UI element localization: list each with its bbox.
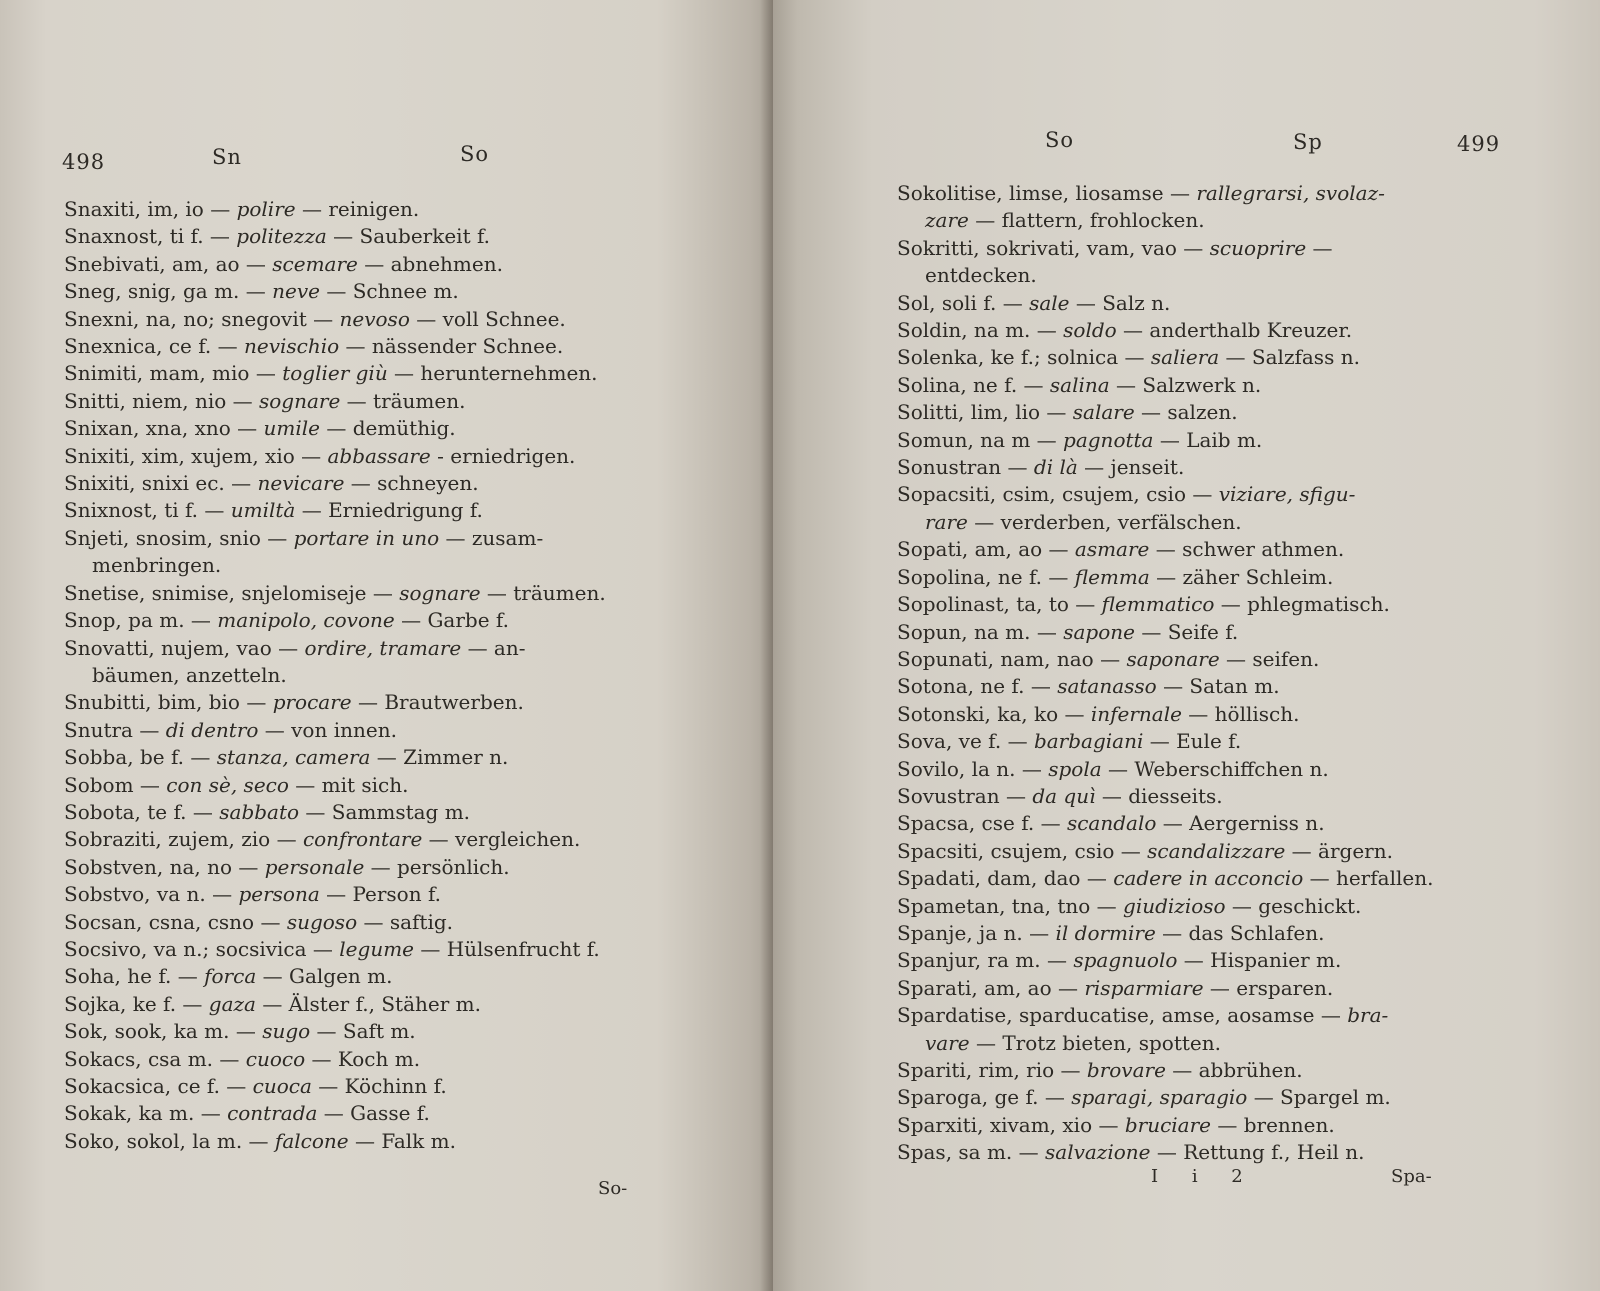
dictionary-entry: [64, 415, 754, 442]
entry-german: — mit sich.: [288, 772, 409, 797]
entry-headword: Sopun, na m. —: [897, 619, 1064, 644]
entry-german: — träumen.: [340, 388, 466, 413]
entry-continuation: [897, 207, 1587, 234]
entry-headword: Soko, sokol, la m. —: [64, 1128, 275, 1153]
entry-headword: Snetise, snimise, snjelomiseje —: [64, 580, 400, 605]
entry-german-continued: — flattern, frohlocken.: [968, 208, 1205, 233]
entry-continuation: [897, 1030, 1587, 1057]
dictionary-entry: [64, 360, 754, 387]
entry-italian: sale: [1029, 290, 1070, 315]
entry-italian-continued: zare: [925, 208, 969, 233]
entry-headword: Sobota, te f. —: [64, 799, 220, 824]
entry-headword: Spariti, rim, rio —: [897, 1058, 1087, 1082]
entry-german: — Saft m.: [310, 1019, 416, 1044]
entry-italian: procare: [272, 690, 352, 715]
entry-headword: Sopacsiti, csim, csujem, csio —: [897, 482, 1219, 507]
entry-italian: contrada: [227, 1101, 318, 1126]
entry-italian: salvazione: [1045, 1140, 1151, 1165]
dictionary-entry: [897, 728, 1587, 755]
entry-italian: toglier giù: [282, 361, 388, 386]
entry-german: — phlegmatisch.: [1214, 592, 1390, 617]
entry-german: — Seife f.: [1134, 619, 1239, 644]
entry-german-continued: bäumen, anzetteln.: [92, 662, 287, 687]
dictionary-entry: [64, 963, 754, 990]
dictionary-entry: [897, 893, 1587, 920]
entry-italian: politezza: [236, 224, 327, 249]
entry-italian: flemma: [1074, 564, 1150, 589]
entry-headword: Snutra —: [64, 717, 166, 742]
entry-headword: Socsivo, va n.; socsivica —: [64, 936, 340, 961]
dictionary-entry: [897, 975, 1587, 1002]
entry-german: — schneyen.: [344, 471, 479, 496]
entry-headword: Sokritti, sokrivati, vam, vao —: [897, 235, 1210, 260]
entry-italian: flemmatico: [1101, 592, 1215, 617]
dictionary-entry: [64, 1046, 754, 1073]
entry-german: — Weberschiffchen n.: [1101, 756, 1329, 781]
page-number: 498: [62, 150, 106, 174]
entry-italian: neve: [272, 279, 320, 304]
dictionary-entry: [64, 689, 754, 716]
entry-italian: stanza, camera: [216, 745, 371, 770]
entry-italian: sugo: [262, 1019, 311, 1044]
dictionary-entry: [897, 947, 1587, 974]
entry-list: [64, 196, 754, 1155]
entry-italian: umiltà: [230, 498, 296, 523]
dictionary-entry: [897, 344, 1587, 371]
dictionary-entry: [897, 454, 1587, 481]
entry-italian: con sè, seco: [166, 772, 289, 797]
entry-headword: Snexnica, ce f. —: [64, 334, 244, 359]
dictionary-entry: [897, 427, 1587, 454]
entry-italian: pagnotta: [1063, 427, 1154, 452]
entry-italian: di là: [1033, 455, 1078, 480]
entry-headword: Solitti, lim, lio —: [897, 400, 1073, 425]
dictionary-entry: [897, 372, 1587, 399]
entry-italian: ordire, tramare: [304, 635, 462, 660]
entry-italian: sapone: [1063, 619, 1135, 644]
entry-headword: Snitti, niem, nio —: [64, 388, 259, 413]
entry-italian: portare in uno: [293, 525, 440, 550]
entry-headword: Sopolina, ne f. —: [897, 564, 1075, 589]
entry-headword: Snop, pa m. —: [64, 608, 218, 633]
entry-italian: polire: [236, 197, 296, 221]
dictionary-entry: [897, 399, 1587, 426]
entry-headword: Sotona, ne f. —: [897, 674, 1058, 699]
entry-italian: il dormire: [1055, 920, 1156, 945]
entry-continuation: [64, 662, 754, 689]
entry-german: — ärgern.: [1285, 838, 1393, 863]
entry-german: — an-: [461, 635, 526, 660]
right-page: [773, 0, 1600, 1291]
entry-headword: Sok, sook, ka m. —: [64, 1019, 263, 1044]
entry-italian: spagnuolo: [1073, 948, 1178, 973]
entry-headword: Sokacsica, ce f. —: [64, 1074, 253, 1098]
entry-italian: saliera: [1150, 345, 1220, 370]
entry-headword: Sobstvo, va n. —: [64, 882, 239, 907]
entry-german-continued: — Trotz bieten, spotten.: [969, 1030, 1221, 1055]
dictionary-entry: [64, 854, 754, 881]
dictionary-entry: [64, 388, 754, 415]
header-center: Sp: [1293, 130, 1323, 154]
entry-german: — jenseit.: [1077, 455, 1185, 480]
dictionary-entry: [897, 701, 1587, 728]
dictionary-entry: [897, 783, 1587, 810]
entry-german: — anderthalb Kreuzer.: [1116, 318, 1353, 343]
entry-german-continued: entdecken.: [925, 263, 1037, 288]
entry-headword: Snjeti, snosim, snio —: [64, 525, 294, 550]
entry-german: — ersparen.: [1203, 975, 1334, 1000]
dictionary-entry: [64, 223, 754, 250]
entry-german: — brennen.: [1211, 1112, 1335, 1137]
entry-german: — Galgen m.: [256, 964, 393, 989]
entry-headword: Snimiti, mam, mio —: [64, 361, 283, 386]
catchword: So-: [598, 1178, 628, 1199]
entry-headword: Spacsiti, csujem, csio —: [897, 838, 1148, 863]
left-page: [0, 0, 773, 1291]
entry-italian: scemare: [272, 251, 358, 276]
entry-headword: Snixnost, ti f. —: [64, 498, 231, 523]
entry-italian: salina: [1049, 372, 1110, 397]
entry-italian: cadere in acconcio: [1113, 866, 1304, 891]
entry-german: — diesseits.: [1095, 783, 1223, 808]
entry-headword: Sobstven, na, no —: [64, 854, 265, 879]
entry-headword: Spacsa, cse f. —: [897, 811, 1067, 836]
entry-german-continued: menbringen.: [92, 553, 222, 578]
dictionary-entry: [64, 881, 754, 908]
dictionary-entry: [64, 991, 754, 1018]
entry-german: — Eule f.: [1143, 729, 1242, 754]
entry-headword: Snebivati, am, ao —: [64, 251, 273, 276]
entry-headword: Snaxiti, im, io —: [64, 197, 237, 221]
dictionary-entry: [64, 1018, 754, 1045]
entry-german: — das Schlafen.: [1155, 920, 1325, 945]
entry-german: — salzen.: [1134, 400, 1238, 425]
entry-german: — abbrühen.: [1165, 1058, 1303, 1082]
dictionary-entry: [897, 646, 1587, 673]
entry-german: — träumen.: [480, 580, 606, 605]
entry-german: — voll Schnee.: [409, 306, 566, 331]
entry-headword: Soha, he f. —: [64, 964, 205, 989]
entry-headword: Snubitti, bim, bio —: [64, 690, 273, 715]
entry-headword: Sparati, am, ao —: [897, 975, 1085, 1000]
dictionary-entry: [64, 497, 754, 524]
entry-headword: Sotonski, ka, ko —: [897, 701, 1091, 726]
dictionary-entry: [64, 1128, 754, 1155]
dictionary-entry: [897, 235, 1587, 290]
entry-german: — Hispanier m.: [1177, 948, 1342, 973]
dictionary-entry: [897, 317, 1587, 344]
entry-german: — Sauberkeit f.: [326, 224, 491, 249]
dictionary-entry: [897, 290, 1587, 317]
entry-headword: Snixiti, snixi ec. —: [64, 471, 258, 496]
dictionary-entry: [897, 865, 1587, 892]
entry-italian: abbassare: [327, 443, 431, 468]
dictionary-entry: [897, 481, 1587, 536]
entry-german: — zäher Schleim.: [1149, 564, 1334, 589]
entry-headword: Snixan, xna, xno —: [64, 416, 264, 441]
entry-italian: sabbato: [219, 799, 300, 824]
entry-italian: persona: [238, 882, 320, 907]
entry-german: — Spargel m.: [1247, 1085, 1391, 1110]
entry-german: — vergleichen.: [422, 827, 581, 852]
dictionary-entry: [897, 619, 1587, 646]
entry-italian: giudizioso: [1123, 893, 1226, 918]
entry-italian: sognare: [399, 580, 481, 605]
entry-german: — Garbe f.: [394, 608, 509, 633]
dictionary-entry: [64, 470, 754, 497]
dictionary-entry: [897, 673, 1587, 700]
entry-continuation: [64, 552, 754, 579]
entry-italian: spola: [1048, 756, 1102, 781]
entry-italian: personale: [264, 854, 365, 879]
entry-italian: bra-: [1347, 1003, 1389, 1028]
entry-headword: Sobom —: [64, 772, 167, 797]
entry-headword: Sopunati, nam, nao —: [897, 646, 1127, 671]
entry-headword: Spametan, tna, tno —: [897, 893, 1124, 918]
entry-italian: sognare: [259, 388, 341, 413]
entry-german: — Salzwerk n.: [1109, 372, 1262, 397]
entry-italian: cuoco: [245, 1046, 306, 1071]
dictionary-entry: [64, 306, 754, 333]
dictionary-entry: [64, 799, 754, 826]
entry-italian: asmare: [1074, 537, 1150, 562]
entry-italian: scuoprire: [1209, 235, 1307, 260]
entry-italian: sugoso: [286, 909, 358, 934]
entry-german: — abnehmen.: [357, 251, 503, 276]
entry-headword: Spanje, ja n. —: [897, 920, 1056, 945]
entry-headword: Somun, na m —: [897, 427, 1064, 452]
entry-headword: Soldin, na m. —: [897, 318, 1064, 343]
dictionary-entry: [897, 536, 1587, 563]
dictionary-entry: [897, 1112, 1587, 1139]
dictionary-entry: [64, 333, 754, 360]
dictionary-entry: [897, 1139, 1587, 1166]
entry-list: [897, 180, 1587, 1167]
dictionary-entry: [897, 810, 1587, 837]
entry-german: — höllisch.: [1181, 701, 1300, 726]
entry-headword: Snovatti, nujem, vao —: [64, 635, 305, 660]
entry-italian-continued: vare: [925, 1030, 970, 1055]
entry-german: — Falk m.: [348, 1128, 456, 1153]
entry-german: — Person f.: [319, 882, 442, 907]
entry-headword: Sneg, snig, ga m. —: [64, 279, 273, 304]
entry-italian: rallegrarsi, svolaz-: [1196, 181, 1385, 205]
entry-german: — persönlich.: [364, 854, 510, 879]
entry-italian: nevoso: [339, 306, 410, 331]
dictionary-entry: [64, 772, 754, 799]
entry-italian: soldo: [1063, 318, 1117, 343]
entry-german: —: [1306, 235, 1333, 260]
entry-italian: gaza: [208, 991, 256, 1016]
entry-german: — Schnee m.: [319, 279, 459, 304]
entry-german: — herfallen.: [1303, 866, 1434, 891]
dictionary-entry: [64, 744, 754, 771]
entry-german: — Brautwerben.: [351, 690, 524, 715]
entry-italian: satanasso: [1057, 674, 1157, 699]
entry-headword: Spardatise, sparducatise, amse, aosamse —: [897, 1003, 1348, 1028]
entry-german: — Rettung f., Heil n.: [1150, 1140, 1365, 1165]
entry-headword: Sparxiti, xivam, xio —: [897, 1112, 1125, 1137]
entry-headword: Socsan, csna, csno —: [64, 909, 287, 934]
entry-continuation: [897, 509, 1587, 536]
dictionary-entry: [897, 564, 1587, 591]
entry-german: — Zimmer n.: [370, 745, 509, 770]
entry-german: — reinigen.: [295, 197, 420, 221]
entry-headword: Sokacs, csa m. —: [64, 1046, 246, 1071]
entry-italian: da quì: [1032, 783, 1096, 808]
dictionary-entry: [64, 580, 754, 607]
entry-german: — demüthig.: [319, 416, 456, 441]
entry-headword: Sojka, ke f. —: [64, 991, 209, 1016]
entry-italian: confrontare: [302, 827, 423, 852]
dictionary-entry: [64, 1100, 754, 1127]
entry-german: — Hülsenfrucht f.: [414, 936, 600, 961]
entry-italian-continued: rare: [925, 509, 968, 534]
entry-italian: umile: [263, 416, 320, 441]
entry-german: — Aergerniss n.: [1156, 811, 1325, 836]
entry-italian: scandalo: [1066, 811, 1157, 836]
entry-italian: salare: [1072, 400, 1135, 425]
entry-headword: Sopati, am, ao —: [897, 537, 1075, 562]
entry-german: — Erniedrigung f.: [295, 498, 483, 523]
dictionary-entry: [64, 278, 754, 305]
entry-italian: di dentro: [165, 717, 259, 742]
entry-italian: forca: [204, 964, 257, 989]
entry-italian: legume: [339, 936, 414, 961]
dictionary-entry: [64, 717, 754, 744]
entry-italian: bruciare: [1124, 1112, 1211, 1137]
dictionary-entry: [897, 1002, 1587, 1057]
entry-italian: manipolo, covone: [217, 608, 395, 633]
entry-german-continued: — verderben, verfälschen.: [967, 509, 1242, 534]
entry-italian: barbagiani: [1033, 729, 1144, 754]
signature-mark: I i 2: [1151, 1166, 1257, 1187]
entry-headword: Spas, sa m. —: [897, 1140, 1045, 1165]
entry-italian: saponare: [1126, 646, 1220, 671]
entry-german: — zusam-: [439, 525, 544, 550]
entry-german: — saftig.: [357, 909, 454, 934]
dictionary-entry: [64, 1073, 754, 1100]
entry-headword: Sova, ve f. —: [897, 729, 1034, 754]
entry-headword: Sokak, ka m. —: [64, 1101, 228, 1126]
catchword: Spa-: [1391, 1166, 1432, 1187]
dictionary-entry: [64, 936, 754, 963]
entry-german: — seifen.: [1219, 646, 1320, 671]
entry-headword: Sonustran —: [897, 455, 1034, 480]
entry-italian: brovare: [1086, 1058, 1166, 1082]
entry-headword: Sobraziti, zujem, zio —: [64, 827, 303, 852]
dictionary-entry: [64, 635, 754, 690]
dictionary-entry: [897, 1084, 1587, 1111]
header-left: So: [1045, 128, 1075, 152]
entry-italian: cuoca: [252, 1074, 312, 1098]
dictionary-entry: [64, 909, 754, 936]
entry-german: — Salz n.: [1069, 290, 1171, 315]
dictionary-entry: [897, 838, 1587, 865]
entry-headword: Sol, soli f. —: [897, 290, 1030, 315]
entry-headword: Snixiti, xim, xujem, xio —: [64, 443, 328, 468]
header-left: Sn: [212, 145, 242, 169]
entry-italian: falcone: [274, 1128, 349, 1153]
dictionary-entry: [64, 443, 754, 470]
entry-german: — Köchinn f.: [311, 1074, 447, 1098]
entry-continuation: [897, 262, 1587, 289]
entry-italian: nevischio: [243, 334, 340, 359]
entry-headword: Solenka, ke f.; solnica —: [897, 345, 1151, 370]
entry-italian: infernale: [1090, 701, 1182, 726]
entry-headword: Spanjur, ra m. —: [897, 948, 1074, 973]
entry-german: — Salzfass n.: [1219, 345, 1360, 370]
entry-italian: sparagi, sparagio: [1071, 1085, 1248, 1110]
entry-german: — Koch m.: [305, 1046, 421, 1071]
dictionary-entry: [64, 607, 754, 634]
entry-italian: viziare, sfigu-: [1218, 482, 1356, 507]
entry-german: — herunternehmen.: [387, 361, 598, 386]
page-number: 499: [1457, 132, 1501, 156]
entry-italian: nevicare: [257, 471, 345, 496]
entry-german: — schwer athmen.: [1149, 537, 1345, 562]
dictionary-entry: [64, 826, 754, 853]
entry-headword: Snexni, na, no; snegovit —: [64, 306, 340, 331]
entry-headword: Sovilo, la n. —: [897, 756, 1049, 781]
entry-german: — Satan m.: [1156, 674, 1280, 699]
dictionary-entry: [897, 1057, 1587, 1084]
dictionary-entry: [64, 196, 754, 223]
dictionary-entry: [897, 591, 1587, 618]
entry-headword: Spadati, dam, dao —: [897, 866, 1114, 891]
entry-headword: Sobba, be f. —: [64, 745, 217, 770]
entry-headword: Sokolitise, limse, liosamse —: [897, 181, 1197, 205]
entry-german: — geschickt.: [1225, 893, 1362, 918]
dictionary-entry: [897, 920, 1587, 947]
entry-german: — von innen.: [258, 717, 397, 742]
entry-headword: Sopolinast, ta, to —: [897, 592, 1102, 617]
entry-german: — Laib m.: [1153, 427, 1263, 452]
entry-german: — Älster f., Stäher m.: [255, 991, 481, 1016]
entry-headword: Solina, ne f. —: [897, 372, 1050, 397]
dictionary-entry: [897, 756, 1587, 783]
entry-headword: Sovustran —: [897, 783, 1033, 808]
entry-headword: Snaxnost, ti f. —: [64, 224, 237, 249]
entry-italian: scandalizzare: [1147, 838, 1286, 863]
entry-german: — Sammstag m.: [299, 799, 471, 824]
entry-german: — Gasse f.: [317, 1101, 430, 1126]
entry-headword: Sparoga, ge f. —: [897, 1085, 1072, 1110]
dictionary-entry: [897, 180, 1587, 235]
entry-german: — nässender Schnee.: [339, 334, 564, 359]
dictionary-entry: [64, 251, 754, 278]
dictionary-entry: [64, 525, 754, 580]
entry-italian: risparmiare: [1084, 975, 1204, 1000]
entry-german: - erniedrigen.: [430, 443, 576, 468]
header-center: So: [460, 142, 490, 166]
